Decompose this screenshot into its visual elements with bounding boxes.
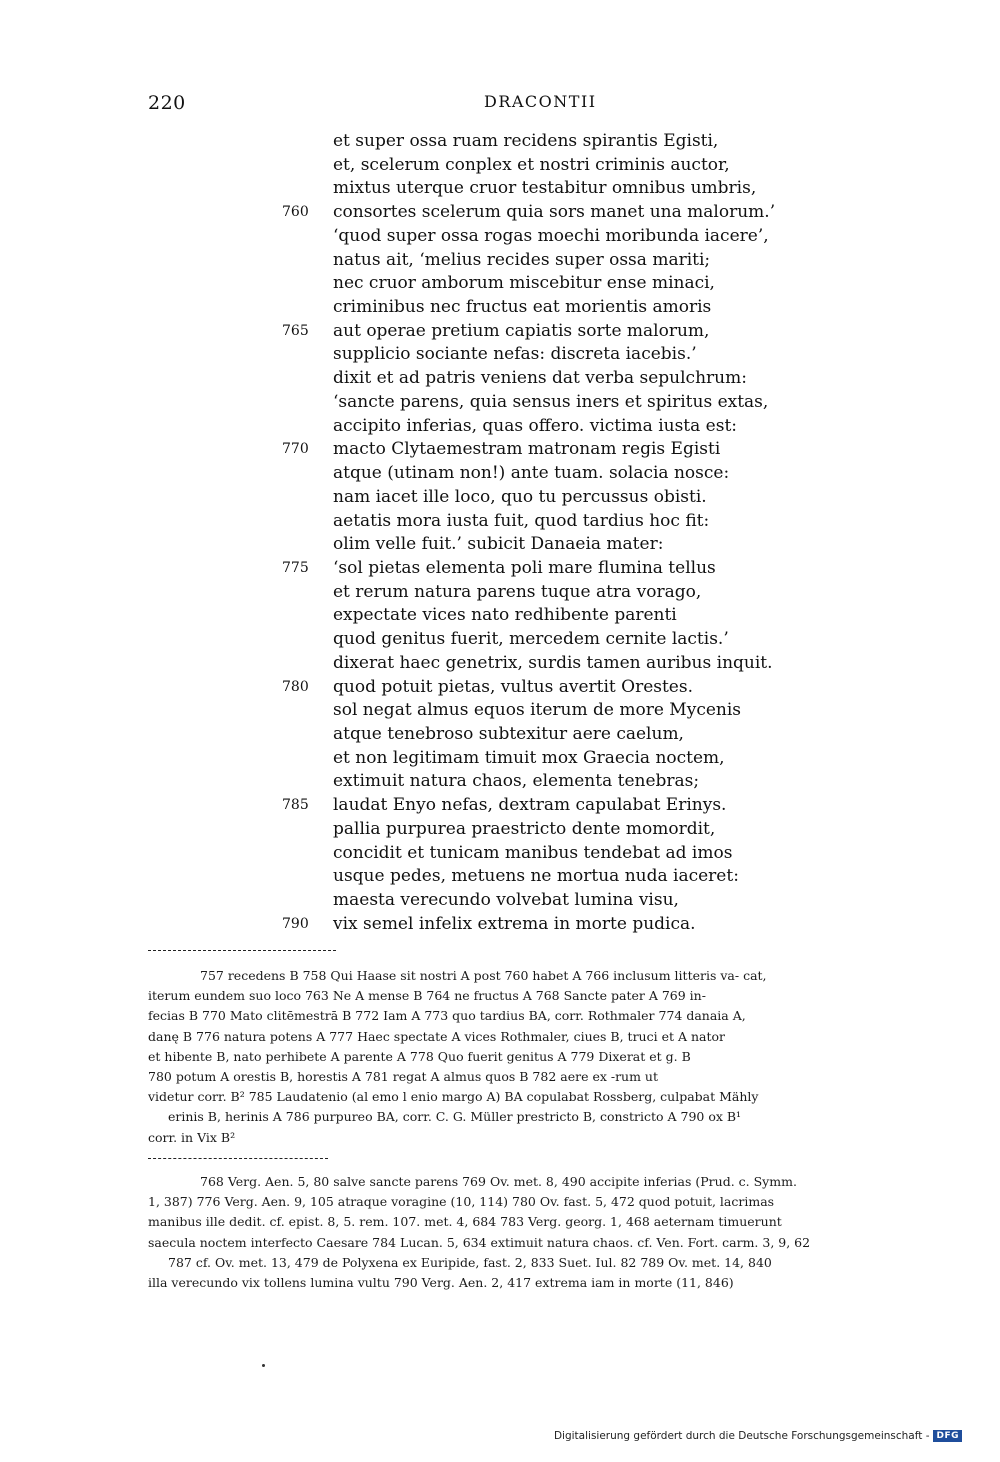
verse-text: dixerat haec genetrix, surdis tamen auribus inquit. [333,652,773,673]
verse-text: quod genitus fuerit, mercedem cernite lactis.’ [333,629,729,650]
verse-text: expectate vices nato redhibente parenti [333,605,677,626]
verse-line [0,486,1000,510]
apparatus-line: 757 recedens B 758 Qui Haase sit nostri A post 760 habet A 766 inclusum litteris va- cat, [200,968,767,983]
separator-rule [148,950,336,951]
verse-number: 785 [282,797,309,814]
verse-line [0,818,1000,842]
verse-line [0,343,1000,367]
apparatus-line: iterum eundem suo loco 763 Ne A mense B 764 ne fructus A 768 Sancte pater A 769 in- [148,988,706,1004]
verse-line [0,723,1000,747]
apparatus-line: manibus ille dedit. cf. epist. 8, 5. rem. 107. met. 4, 684 783 Verg. georg. 1, 468 aeternam timuerunt [148,1214,782,1230]
verse-text: extimuit natura chaos, elementa tenebras; [333,771,700,792]
verse-line [0,225,1000,249]
verse-text: concidit et tunicam manibus tendebat ad imos [333,842,733,863]
verse-text: olim velle fuit.’ subicit Danaeia mater: [333,534,664,555]
apparatus-line: erinis B, herinis A 786 purpureo BA, corr. C. G. Müller prestricto B, constricto A 790 ox B¹ [168,1109,742,1125]
verse-number: 780 [282,678,309,695]
verse-line [0,130,1000,154]
verse-number: 760 [282,204,309,221]
verse-text: et rerum natura parens tuque atra vorago, [333,581,702,602]
verse-line [0,652,1000,676]
apparatus-line: 787 cf. Ov. met. 13, 479 de Polyxena ex Euripide, fast. 2, 833 Suet. Iul. 82 789 Ov. met. 14, 840 [168,1254,772,1270]
apparatus-line: videtur corr. B² 785 Laudatenio (al emo l enio margo A) BA copulabat Rossberg, culpabat Mähly [148,1089,759,1105]
apparatus-line: danę B 776 natura potens A 777 Haec spectate A vices Rothmaler, ciues B, truci et A nator [148,1028,725,1044]
verse-text: dixit et ad patris veniens dat verba sepulchrum: [333,368,747,389]
verse-line [0,438,1000,462]
apparatus-line: 768 Verg. Aen. 5, 80 salve sancte parens 769 Ov. met. 8, 490 accipite inferias (Prud. c. Symm. [200,1174,797,1189]
apparatus-critical [148,966,908,1148]
verse-text: et, scelerum conplex et nostri criminis auctor, [333,154,730,175]
apparatus-line: 780 potum A orestis B, horestis A 781 regat A almus quos B 782 aere ex -rum ut [148,1068,659,1084]
apparatus-line: saecula noctem interfecto Caesare 784 Lucan. 5, 634 extimuit natura chaos. cf. Ven. Fort. carm. 3, 9, 62 [148,1234,811,1250]
verse-line [0,794,1000,818]
footer-notice: Digitalisierung gefördert durch die Deutsche Forschungsgemeinschaft - [553,1430,930,1442]
verse-text: nam iacet ille loco, quo tu percussus obisti. [333,486,707,507]
verse-text: consortes scelerum quia sors manet una malorum.’ [333,202,776,223]
verse-text: supplicio sociante nefas: discreta iacebis.’ [333,344,697,365]
page-number: 220 [148,92,186,114]
dfg-logo: DFG [933,1430,962,1442]
verse-text: aut operae pretium capiatis sorte malorum, [333,320,710,341]
verse-text: accipito inferias, quas offero. victima iusta est: [333,415,738,436]
verse-text: ‘sancte parens, quia sensus iners et spiritus extas, [333,391,769,412]
verse-text: macto Clytaemestram matronam regis Egisti [333,439,721,460]
verse-line [0,699,1000,723]
verse-line [0,533,1000,557]
verse-line [0,367,1000,391]
verse-line [0,842,1000,866]
verse-text: maesta verecundo volvebat lumina visu, [333,890,679,910]
verse-text: pallia purpurea praestricto dente momordit, [333,818,716,839]
apparatus-line: illa verecundo vix tollens lumina vultu 790 Verg. Aen. 2, 417 extrema iam in morte (11, 846) [148,1274,734,1290]
verse-line [0,747,1000,771]
verse-number: 765 [282,322,309,339]
apparatus-sources [148,1172,908,1293]
separator-rule [148,1158,328,1159]
verse-line [0,177,1000,201]
verse-text: criminibus nec fructus eat morientis amoris [333,297,712,318]
verse-text: atque tenebroso subtexitur aere caelum, [333,723,684,744]
verse-text: ‘sol pietas elementa poli mare flumina tellus [333,557,716,578]
verse-line [0,201,1000,225]
verse-line [0,462,1000,486]
verse-line [0,676,1000,700]
verse-number: 790 [282,915,309,932]
verse-line [0,865,1000,889]
verse-text: laudat Enyo nefas, dextram capulabat Erinys. [333,795,727,816]
verse-text: natus ait, ‘melius recides super ossa mariti; [333,249,711,270]
verse-text: et non legitimam timuit mox Graecia noctem, [333,747,725,768]
verse-text: nec cruor amborum miscebitur ense minaci, [333,273,715,294]
verse-text: usque pedes, metuens ne mortua nuda iaceret: [333,866,739,887]
verse-line [0,320,1000,344]
verse-text: et super ossa ruam recidens spirantis Egisti, [333,131,719,151]
verse-text: ‘quod super ossa rogas moechi moribunda iacere’, [333,225,769,246]
verse-number: 770 [282,441,309,458]
verse-text: quod potuit pietas, vultus avertit Orestes. [333,676,693,697]
verse-text: aetatis mora iusta fuit, quod tardius hoc fit: [333,510,710,531]
verse-number: 775 [282,559,309,576]
verse-line [0,510,1000,534]
verse-line [0,628,1000,652]
verse-line [0,249,1000,273]
digitization-footer [554,1430,962,1442]
verse-line [0,604,1000,628]
scan-speck [262,1364,265,1367]
verse-line [0,391,1000,415]
verse-text: vix semel infelix extrema in morte pudica. [333,913,696,934]
verse-text: sol negat almus equos iterum de more Mycenis [333,700,742,721]
verse-text: atque (utinam non!) ante tuam. solacia nosce: [333,463,730,484]
verse-line [0,154,1000,178]
apparatus-line: 1, 387) 776 Verg. Aen. 9, 105 atraque voragine (10, 114) 780 Ov. fast. 5, 472 quod potuit, lacrimas [148,1194,775,1210]
verse-line [0,889,1000,913]
verse-line [0,770,1000,794]
apparatus-line: fecias B 770 Mato clitēmestrā B 772 Iam A 773 quo tardius BA, corr. Rothmaler 774 danaia A, [148,1008,746,1024]
verse-line [0,415,1000,439]
verse-line [0,913,1000,937]
verse-line [0,581,1000,605]
verse-line [0,272,1000,296]
apparatus-line: corr. in Vix B² [148,1129,236,1145]
verse-line [0,296,1000,320]
running-head: DRACONTII [484,92,597,111]
apparatus-line: et hibente B, nato perhibete A parente A 778 Quo fuerit genitus A 779 Dixerat et g. B [148,1048,691,1064]
verse-text: mixtus uterque cruor testabitur omnibus umbris, [333,178,757,199]
verse-block [0,130,1000,936]
verse-line [0,557,1000,581]
